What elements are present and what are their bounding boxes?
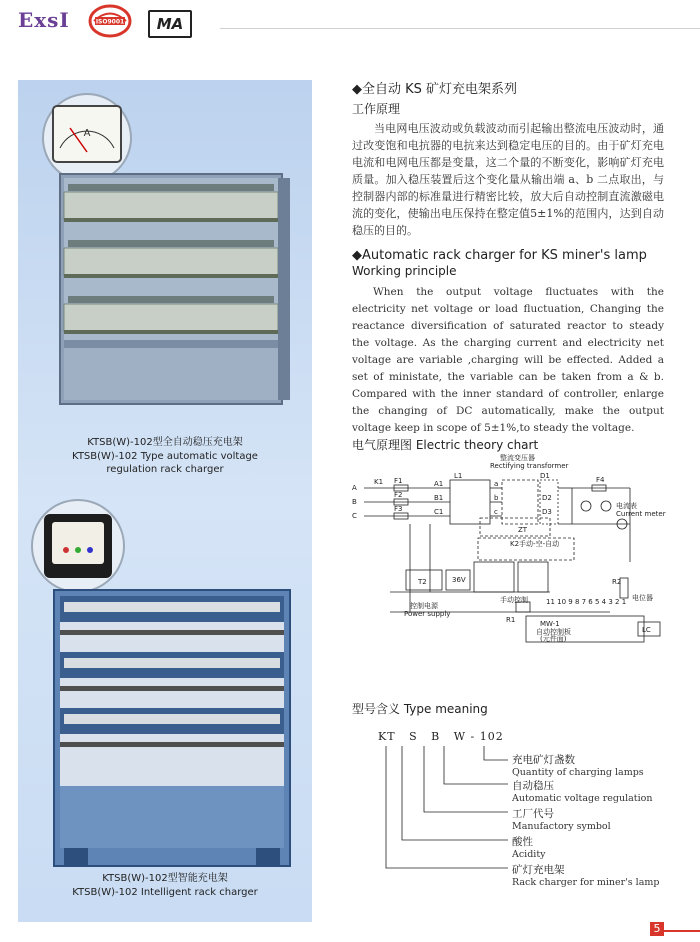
label-r1: R1 [506,616,516,624]
iso-badge-icon [88,4,132,38]
code-w: W [453,730,467,743]
rack-charger-photo-1 [40,88,310,428]
label-meter-cn: 电流表 [616,502,637,510]
label-d3: D3 [542,508,552,516]
type-item-4-cn: 酸性 [512,836,533,848]
label-pot: 电位器 [632,594,653,602]
type-item-5-cn: 矿灯充电架 [512,864,565,876]
iso-label: ISO9001 [95,18,125,26]
type-item-2 [512,778,652,804]
label-k2: K2手动-空-自动 [510,540,560,548]
label-a1: A1 [434,480,444,488]
label-36v: 36V [452,576,466,584]
label-bb: b [494,494,499,502]
label-d1: D1 [540,472,550,480]
code-dash: - [470,730,476,743]
label-f1: F1 [394,477,403,485]
label-aa: a [494,480,499,488]
code-b: B [431,730,441,743]
label-r2: R2 [612,578,622,586]
type-item-3-en: Manufactory symbol [512,821,611,832]
label-f3: F3 [394,505,403,513]
type-item-3-cn: 工厂代号 [512,808,554,820]
caption-1-cn: KTSB(W)-102型全自动稳压充电架 [87,437,243,448]
label-a: A [352,484,357,492]
code-kt: KT [378,730,396,743]
code-102: 102 [479,730,504,743]
caption-1-en-line2: regulation rack charger [106,464,224,475]
label-d2: D2 [542,494,552,502]
type-item-5 [512,862,659,888]
label-ctrl2: 自动控制板 [536,628,571,636]
electric-theory-chart [350,452,670,648]
type-item-1-en: Quantity of charging lamps [512,767,644,778]
type-item-5-en: Rack charger for miner's lamp [512,877,660,888]
brand-logo-exsi: ExsI [18,8,70,32]
label-zt: ZT [518,526,528,534]
section-2-body: When the output voltage fluctuates with the electricity net voltage or load fluctuation, Changing the reactance diversification of saturated reactor to steady the voltage. As the charging current and electricity net voltage are variable ,charging will be effected. Added a set of ministate, the variable can be taken from a & b. Compared with the inner standard of controller, enlarge the changing of DC automatically, make the output voltage keep in scope of 5±1%,to steady the voltage. [352,286,664,434]
label-f4: F4 [596,476,605,484]
footer-rule [658,930,700,932]
type-item-1 [512,752,644,778]
label-rect-en: Rectifying transformer [490,462,569,470]
label-l1: L1 [454,472,463,480]
section-1-body: 当电网电压波动或负载波动而引起输出整流电压波动时，通过改变饱和电抗器的电抗来达到稳定电压的目的。由于矿灯充电电流和电网电压都是变量，这二个量的不断变化，影响矿灯充电质量。加入稳压装置后这个变化量从输出端 a、b 二点取出，与控制器内部的标准量进行精密比较，放大后自动控制直流激磁电流的变化，使输出电压保持在整定值5±1%的范围内，达到自动稳压的目的。 [352,122,664,237]
section-2-title: ◆Automatic rack charger for KS miner's lamp [352,248,647,263]
label-lc: LC [642,626,651,634]
label-cc: c [494,508,498,516]
type-item-3 [512,806,611,832]
label-ps-cn: 控制电源 [410,602,438,610]
caption-2-en: KTSB(W)-102 Intelligent rack charger [72,887,258,898]
header-divider [220,28,700,29]
label-f2: F2 [394,491,403,499]
type-code [378,730,504,743]
rack-charger-photo-2 [28,494,310,870]
label-manual: 手动控制 [500,596,528,604]
code-s: S [409,730,418,743]
label-k1: K1 [374,478,384,486]
type-item-2-cn: 自动稳压 [512,780,554,792]
label-meter-en: Current meter [616,510,666,518]
type-item-1-cn: 充电矿灯盏数 [512,754,575,766]
caption-1-en-line1: KTSB(W)-102 Type automatic voltage [72,451,258,462]
section-1-title: ◆全自动 KS 矿灯充电架系列 [352,82,518,97]
label-c1: C1 [434,508,444,516]
label-b: B [352,498,357,506]
section-1-subtitle: 工作原理 [352,102,401,116]
brand-logo-ma: MA [148,10,192,38]
label-ctrl1: MW-1 [540,620,560,628]
type-item-4 [512,834,546,860]
label-t2: T2 [418,578,427,586]
label-c: C [352,512,357,520]
type-meaning-connector-lines [378,744,518,894]
page-number: 5 [650,922,664,936]
label-ctrl3: (元件面) [540,635,567,643]
label-ps-en: Power supply [404,610,451,618]
label-b1: B1 [434,494,444,502]
section-2-subtitle: Working principle [352,264,457,278]
label-pins: 11 10 9 8 7 6 5 4 3 2 1 [546,598,627,606]
gauge-letter: A [83,128,91,139]
type-item-2-en: Automatic voltage regulation [512,793,653,804]
caption-2-cn: KTSB(W)-102型智能充电架 [102,873,228,884]
type-item-4-en: Acidity [512,849,546,860]
electric-chart-title: 电气原理图 Electric theory chart [352,438,539,452]
type-meaning-title: 型号含义 Type meaning [352,702,488,716]
label-rect-cn: 整流变压器 [500,454,535,462]
